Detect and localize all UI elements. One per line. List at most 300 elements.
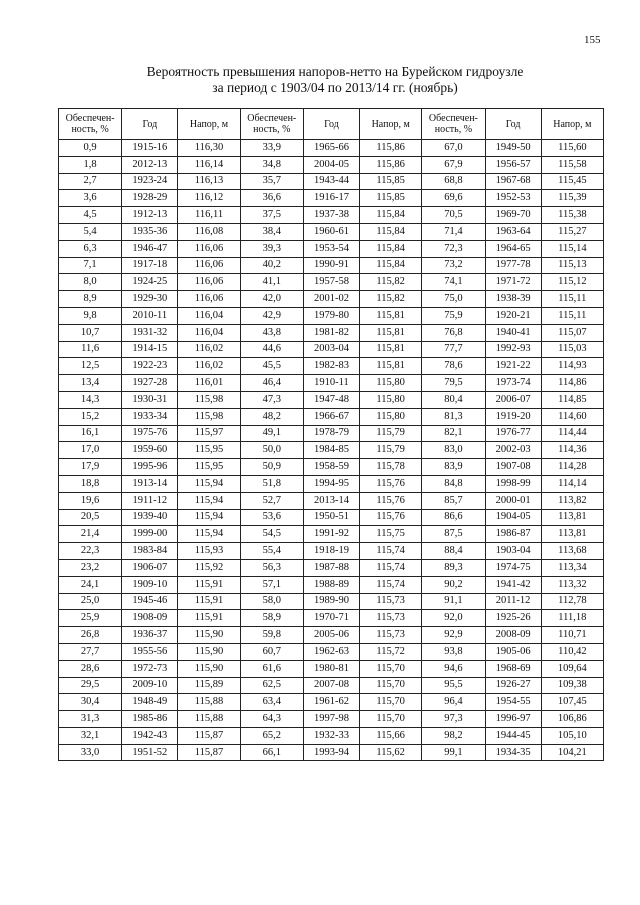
table-cell: 1,8 — [59, 156, 122, 173]
table-cell: 18,8 — [59, 475, 122, 492]
table-cell: 115,91 — [178, 610, 240, 627]
table-cell: 116,04 — [178, 324, 240, 341]
table-cell: 22,3 — [59, 543, 122, 560]
table-cell: 115,94 — [178, 492, 240, 509]
table-cell: 93,8 — [422, 643, 485, 660]
table-cell: 83,0 — [422, 442, 485, 459]
table-cell: 35,7 — [240, 173, 303, 190]
table-row — [59, 492, 604, 509]
table-cell: 81,3 — [422, 408, 485, 425]
table-cell: 115,84 — [360, 240, 422, 257]
table-row — [59, 677, 604, 694]
table-row — [59, 627, 604, 644]
table-cell: 1944-45 — [485, 727, 541, 744]
table-cell: 115,93 — [178, 543, 240, 560]
table-cell: 116,02 — [178, 341, 240, 358]
table-cell: 1919-20 — [485, 408, 541, 425]
table-row — [59, 509, 604, 526]
table-cell: 1985-86 — [122, 711, 178, 728]
title-line-1: Вероятность превышения напоров-нетто на Бурейском гидроузле — [146, 64, 524, 79]
table-cell: 115,98 — [178, 391, 240, 408]
table-cell: 115,74 — [360, 543, 422, 560]
table-cell: 115,90 — [178, 627, 240, 644]
table-cell: 1922-23 — [122, 358, 178, 375]
table-cell: 62,5 — [240, 677, 303, 694]
table-row — [59, 358, 604, 375]
table-row — [59, 173, 604, 190]
table-cell: 115,91 — [178, 593, 240, 610]
table-cell: 113,81 — [541, 526, 603, 543]
table-cell: 56,3 — [240, 559, 303, 576]
table-cell: 1937-38 — [303, 207, 359, 224]
table-cell: 14,3 — [59, 391, 122, 408]
table-cell: 115,85 — [360, 190, 422, 207]
table-cell: 1955-56 — [122, 643, 178, 660]
table-cell: 98,2 — [422, 727, 485, 744]
table-cell: 115,11 — [541, 307, 603, 324]
table-cell: 1930-31 — [122, 391, 178, 408]
table-cell: 115,58 — [541, 156, 603, 173]
table-cell: 47,3 — [240, 391, 303, 408]
table-cell: 57,1 — [240, 576, 303, 593]
table-cell: 19,6 — [59, 492, 122, 509]
table-cell: 1967-68 — [485, 173, 541, 190]
table-cell: 115,84 — [360, 257, 422, 274]
table-cell: 1933-34 — [122, 408, 178, 425]
table-cell: 12,5 — [59, 358, 122, 375]
table-cell: 115,75 — [360, 526, 422, 543]
table-cell: 1916-17 — [303, 190, 359, 207]
table-cell: 107,45 — [541, 694, 603, 711]
table-cell: 66,1 — [240, 744, 303, 761]
table-cell: 110,42 — [541, 643, 603, 660]
table-cell: 42,9 — [240, 307, 303, 324]
table-cell: 115,73 — [360, 627, 422, 644]
table-cell: 1996-97 — [485, 711, 541, 728]
table-cell: 2003-04 — [303, 341, 359, 358]
table-cell: 76,8 — [422, 324, 485, 341]
table-row — [59, 223, 604, 240]
table-cell: 116,13 — [178, 173, 240, 190]
table-cell: 10,7 — [59, 324, 122, 341]
table-cell: 2008-09 — [485, 627, 541, 644]
table-cell: 1959-60 — [122, 442, 178, 459]
table-cell: 70,5 — [422, 207, 485, 224]
table-cell: 1947-48 — [303, 391, 359, 408]
table-cell: 115,66 — [360, 727, 422, 744]
table-cell: 115,95 — [178, 442, 240, 459]
table-cell: 115,84 — [360, 207, 422, 224]
table-cell: 74,1 — [422, 274, 485, 291]
table-cell: 115,82 — [360, 291, 422, 308]
table-cell: 1960-61 — [303, 223, 359, 240]
table-cell: 6,3 — [59, 240, 122, 257]
column-header: Напор, м — [178, 109, 240, 140]
table-row — [59, 475, 604, 492]
table-cell: 1969-70 — [485, 207, 541, 224]
table-cell: 115,80 — [360, 408, 422, 425]
table-row — [59, 727, 604, 744]
table-cell: 115,82 — [360, 274, 422, 291]
table-cell: 116,06 — [178, 257, 240, 274]
table-cell: 2009-10 — [122, 677, 178, 694]
table-cell: 1989-90 — [303, 593, 359, 610]
table-cell: 109,38 — [541, 677, 603, 694]
table-cell: 63,4 — [240, 694, 303, 711]
table-cell: 29,5 — [59, 677, 122, 694]
table-cell: 79,5 — [422, 375, 485, 392]
table-row — [59, 324, 604, 341]
table-cell: 1942-43 — [122, 727, 178, 744]
table-cell: 1911-12 — [122, 492, 178, 509]
table-cell: 2001-02 — [303, 291, 359, 308]
table-cell: 1949-50 — [485, 140, 541, 157]
table-cell: 104,21 — [541, 744, 603, 761]
table-cell: 1979-80 — [303, 307, 359, 324]
table-row — [59, 156, 604, 173]
table-cell: 51,8 — [240, 475, 303, 492]
table-cell: 1931-32 — [122, 324, 178, 341]
table-cell: 1925-26 — [485, 610, 541, 627]
table-cell: 1951-52 — [122, 744, 178, 761]
table-row — [59, 140, 604, 157]
table-cell: 77,7 — [422, 341, 485, 358]
table-cell: 59,8 — [240, 627, 303, 644]
table-row — [59, 190, 604, 207]
table-cell: 75,0 — [422, 291, 485, 308]
table-cell: 115,45 — [541, 173, 603, 190]
table-cell: 1938-39 — [485, 291, 541, 308]
table-cell: 1935-36 — [122, 223, 178, 240]
column-header: Год — [122, 109, 178, 140]
table-cell: 2,7 — [59, 173, 122, 190]
table-cell: 112,78 — [541, 593, 603, 610]
table-cell: 1953-54 — [303, 240, 359, 257]
table-cell: 82,1 — [422, 425, 485, 442]
table-cell: 115,11 — [541, 291, 603, 308]
table-cell: 50,9 — [240, 459, 303, 476]
table-cell: 1934-35 — [485, 744, 541, 761]
table-cell: 116,12 — [178, 190, 240, 207]
column-header: Обеспечен- ность, % — [240, 109, 303, 140]
table-cell: 1941-42 — [485, 576, 541, 593]
table-cell: 1924-25 — [122, 274, 178, 291]
table-cell: 115,88 — [178, 694, 240, 711]
table-cell: 115,87 — [178, 727, 240, 744]
table-row — [59, 576, 604, 593]
table-cell: 8,0 — [59, 274, 122, 291]
table-cell: 115,76 — [360, 475, 422, 492]
table-row — [59, 459, 604, 476]
table-cell: 1914-15 — [122, 341, 178, 358]
table-row — [59, 391, 604, 408]
table-cell: 1903-04 — [485, 543, 541, 560]
table-cell: 115,80 — [360, 391, 422, 408]
table-cell: 116,06 — [178, 274, 240, 291]
table-cell: 116,06 — [178, 291, 240, 308]
table-cell: 2012-13 — [122, 156, 178, 173]
table-cell: 53,6 — [240, 509, 303, 526]
table-cell: 2004-05 — [303, 156, 359, 173]
table-cell: 1988-89 — [303, 576, 359, 593]
table-cell: 1982-83 — [303, 358, 359, 375]
table-cell: 2010-11 — [122, 307, 178, 324]
table-cell: 1908-09 — [122, 610, 178, 627]
table-cell: 1945-46 — [122, 593, 178, 610]
table-cell: 42,0 — [240, 291, 303, 308]
table-row — [59, 408, 604, 425]
table-cell: 1912-13 — [122, 207, 178, 224]
table-cell: 1913-14 — [122, 475, 178, 492]
table-cell: 87,5 — [422, 526, 485, 543]
table-cell: 71,4 — [422, 223, 485, 240]
table-cell: 113,34 — [541, 559, 603, 576]
table-cell: 115,03 — [541, 341, 603, 358]
table-cell: 90,2 — [422, 576, 485, 593]
table-cell: 114,36 — [541, 442, 603, 459]
table-cell: 115,94 — [178, 509, 240, 526]
table-cell: 28,6 — [59, 660, 122, 677]
table-cell: 115,70 — [360, 711, 422, 728]
table-cell: 17,0 — [59, 442, 122, 459]
table-cell: 115,81 — [360, 307, 422, 324]
table-cell: 113,81 — [541, 509, 603, 526]
table-cell: 113,82 — [541, 492, 603, 509]
column-header: Год — [303, 109, 359, 140]
table-cell: 2007-08 — [303, 677, 359, 694]
table-cell: 1968-69 — [485, 660, 541, 677]
table-cell: 1974-75 — [485, 559, 541, 576]
table-cell: 1981-82 — [303, 324, 359, 341]
table-cell: 115,95 — [178, 459, 240, 476]
table-cell: 58,0 — [240, 593, 303, 610]
table-row — [59, 694, 604, 711]
table-cell: 68,8 — [422, 173, 485, 190]
table-cell: 115,78 — [360, 459, 422, 476]
table-cell: 115,87 — [178, 744, 240, 761]
table-cell: 115,70 — [360, 660, 422, 677]
table-cell: 30,4 — [59, 694, 122, 711]
table-cell: 116,06 — [178, 240, 240, 257]
table-cell: 49,1 — [240, 425, 303, 442]
table-cell: 116,04 — [178, 307, 240, 324]
table-cell: 15,2 — [59, 408, 122, 425]
table-cell: 115,81 — [360, 358, 422, 375]
table-cell: 13,4 — [59, 375, 122, 392]
table-cell: 115,94 — [178, 526, 240, 543]
table-cell: 61,6 — [240, 660, 303, 677]
table-cell: 95,5 — [422, 677, 485, 694]
table-cell: 115,86 — [360, 140, 422, 157]
table-cell: 2002-03 — [485, 442, 541, 459]
table-cell: 2011-12 — [485, 593, 541, 610]
table-cell: 114,14 — [541, 475, 603, 492]
table-cell: 17,9 — [59, 459, 122, 476]
table-row — [59, 711, 604, 728]
table-cell: 115,07 — [541, 324, 603, 341]
table-cell: 1987-88 — [303, 559, 359, 576]
table-row — [59, 660, 604, 677]
table-cell: 64,3 — [240, 711, 303, 728]
table-cell: 5,4 — [59, 223, 122, 240]
table-row — [59, 744, 604, 761]
column-header: Год — [485, 109, 541, 140]
table-cell: 46,4 — [240, 375, 303, 392]
table-cell: 1971-72 — [485, 274, 541, 291]
table-cell: 115,79 — [360, 425, 422, 442]
table-cell: 89,3 — [422, 559, 485, 576]
table-row — [59, 593, 604, 610]
table-cell: 106,86 — [541, 711, 603, 728]
table-cell: 1950-51 — [303, 509, 359, 526]
table-cell: 25,9 — [59, 610, 122, 627]
table-row — [59, 425, 604, 442]
table-cell: 9,8 — [59, 307, 122, 324]
table-cell: 115,76 — [360, 509, 422, 526]
table-header-row — [59, 109, 604, 140]
table-cell: 1963-64 — [485, 223, 541, 240]
table-cell: 115,91 — [178, 576, 240, 593]
table-cell: 1976-77 — [485, 425, 541, 442]
table-cell: 83,9 — [422, 459, 485, 476]
table-cell: 115,70 — [360, 677, 422, 694]
table-cell: 110,71 — [541, 627, 603, 644]
table-cell: 115,60 — [541, 140, 603, 157]
table-cell: 7,1 — [59, 257, 122, 274]
table-cell: 21,4 — [59, 526, 122, 543]
table-cell: 1936-37 — [122, 627, 178, 644]
table-row — [59, 559, 604, 576]
table-row — [59, 257, 604, 274]
table-cell: 60,7 — [240, 643, 303, 660]
table-cell: 114,28 — [541, 459, 603, 476]
table-cell: 1995-96 — [122, 459, 178, 476]
table-cell: 58,9 — [240, 610, 303, 627]
table-cell: 84,8 — [422, 475, 485, 492]
table-cell: 1954-55 — [485, 694, 541, 711]
table-cell: 1993-94 — [303, 744, 359, 761]
table-cell: 1948-49 — [122, 694, 178, 711]
table-cell: 115,74 — [360, 576, 422, 593]
table-cell: 1940-41 — [485, 324, 541, 341]
table-cell: 114,86 — [541, 375, 603, 392]
column-header: Обеспечен- ность, % — [422, 109, 485, 140]
table-cell: 75,9 — [422, 307, 485, 324]
table-cell: 115,81 — [360, 341, 422, 358]
table-cell: 48,2 — [240, 408, 303, 425]
table-cell: 114,85 — [541, 391, 603, 408]
table-body — [59, 140, 604, 761]
table-cell: 38,4 — [240, 223, 303, 240]
table-cell: 37,5 — [240, 207, 303, 224]
table-cell: 55,4 — [240, 543, 303, 560]
table-cell: 31,3 — [59, 711, 122, 728]
table-row — [59, 274, 604, 291]
table-cell: 1910-11 — [303, 375, 359, 392]
table-cell: 1929-30 — [122, 291, 178, 308]
table-cell: 86,6 — [422, 509, 485, 526]
table-cell: 115,72 — [360, 643, 422, 660]
table-cell: 1978-79 — [303, 425, 359, 442]
table-cell: 1907-08 — [485, 459, 541, 476]
table-cell: 99,1 — [422, 744, 485, 761]
table-cell: 39,3 — [240, 240, 303, 257]
table-cell: 1990-91 — [303, 257, 359, 274]
table-cell: 115,74 — [360, 559, 422, 576]
table-cell: 105,10 — [541, 727, 603, 744]
table-cell: 50,0 — [240, 442, 303, 459]
table-cell: 94,6 — [422, 660, 485, 677]
table-cell: 45,5 — [240, 358, 303, 375]
table-cell: 32,1 — [59, 727, 122, 744]
table-cell: 72,3 — [422, 240, 485, 257]
table-cell: 1904-05 — [485, 509, 541, 526]
table-cell: 1915-16 — [122, 140, 178, 157]
table-cell: 91,1 — [422, 593, 485, 610]
table-cell: 1932-33 — [303, 727, 359, 744]
table-cell: 1970-71 — [303, 610, 359, 627]
table-cell: 88,4 — [422, 543, 485, 560]
table-row — [59, 526, 604, 543]
table-cell: 2005-06 — [303, 627, 359, 644]
table-cell: 109,64 — [541, 660, 603, 677]
table-cell: 92,9 — [422, 627, 485, 644]
table-cell: 1997-98 — [303, 711, 359, 728]
table-cell: 1921-22 — [485, 358, 541, 375]
table-cell: 40,2 — [240, 257, 303, 274]
table-cell: 97,3 — [422, 711, 485, 728]
table-cell: 1980-81 — [303, 660, 359, 677]
table-cell: 115,98 — [178, 408, 240, 425]
table-cell: 78,6 — [422, 358, 485, 375]
table-cell: 27,7 — [59, 643, 122, 660]
table-cell: 1991-92 — [303, 526, 359, 543]
table-cell: 1962-63 — [303, 643, 359, 660]
table-cell: 34,8 — [240, 156, 303, 173]
table-cell: 114,60 — [541, 408, 603, 425]
table-cell: 115,62 — [360, 744, 422, 761]
table-cell: 43,8 — [240, 324, 303, 341]
table-row — [59, 375, 604, 392]
table-cell: 16,1 — [59, 425, 122, 442]
table-cell: 1975-76 — [122, 425, 178, 442]
table-cell: 1964-65 — [485, 240, 541, 257]
table-cell: 116,01 — [178, 375, 240, 392]
document-title — [0, 64, 640, 96]
table-cell: 54,5 — [240, 526, 303, 543]
table-row — [59, 341, 604, 358]
table-cell: 1966-67 — [303, 408, 359, 425]
table-cell: 1928-29 — [122, 190, 178, 207]
table-cell: 1905-06 — [485, 643, 541, 660]
table-cell: 41,1 — [240, 274, 303, 291]
table-cell: 0,9 — [59, 140, 122, 157]
table-cell: 115,85 — [360, 173, 422, 190]
table-cell: 1983-84 — [122, 543, 178, 560]
table-cell: 1973-74 — [485, 375, 541, 392]
table-cell: 115,89 — [178, 677, 240, 694]
column-header: Напор, м — [360, 109, 422, 140]
table-cell: 44,6 — [240, 341, 303, 358]
table-cell: 1965-66 — [303, 140, 359, 157]
table-cell: 1957-58 — [303, 274, 359, 291]
table-cell: 115,70 — [360, 694, 422, 711]
table-cell: 115,27 — [541, 223, 603, 240]
table-cell: 65,2 — [240, 727, 303, 744]
table-cell: 69,6 — [422, 190, 485, 207]
table-cell: 115,14 — [541, 240, 603, 257]
table-cell: 73,2 — [422, 257, 485, 274]
